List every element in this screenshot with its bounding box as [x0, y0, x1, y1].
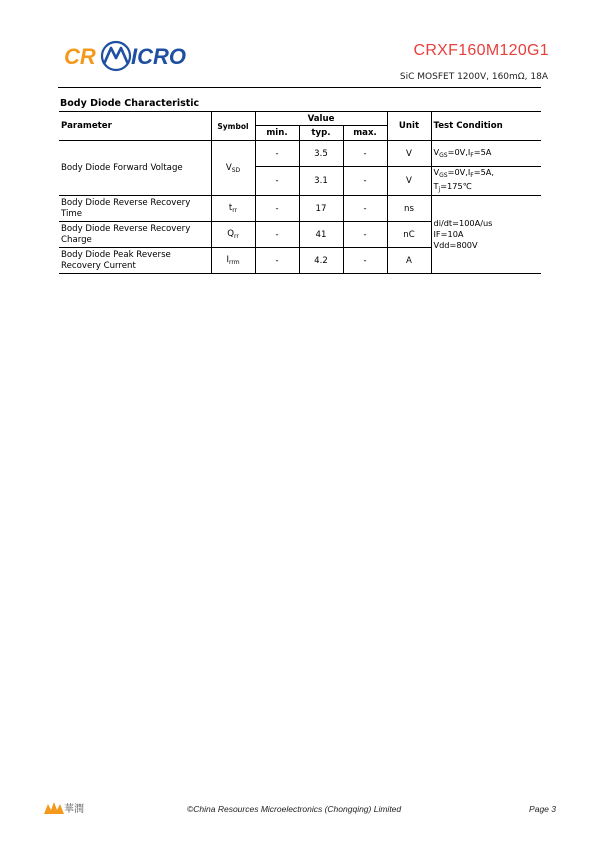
value-typ: 17 [299, 196, 343, 222]
svg-text:華潤: 華潤 [64, 804, 84, 815]
header-parameter: Parameter [59, 112, 211, 141]
shared-test-condition: di/dt=100A/us IF=10A Vdd=800V [431, 196, 541, 274]
symbol-qrr: $Q_{rr}$ [211, 222, 255, 248]
value-max: - [343, 222, 387, 248]
param-forward-voltage: Body Diode Forward Voltage [59, 141, 211, 196]
value-min: - [255, 196, 299, 222]
value-min: - [255, 222, 299, 248]
unit: ns [387, 196, 431, 222]
header-typ: typ. [299, 126, 343, 141]
value-max: - [343, 196, 387, 222]
test-condition: $V_{GS}=0V,I_F=5A$ [431, 141, 541, 167]
table-row [59, 141, 541, 167]
unit: V [387, 141, 431, 167]
header-min: min. [255, 126, 299, 141]
unit: nC [387, 222, 431, 248]
symbol-trr: $t_{rr}$ [211, 196, 255, 222]
value-min: - [255, 167, 299, 196]
device-subtitle: SiC MOSFET 1200V, 160mΩ, 18A [399, 72, 548, 82]
test-condition: $V_{GS}=0V,I_F=5A$, $T_j=175℃$ [431, 167, 541, 196]
value-max: - [343, 141, 387, 167]
header-max: max. [343, 126, 387, 141]
unit: V [387, 167, 431, 196]
page-number: Page 3 [529, 804, 556, 814]
symbol-vsd: $V_{SD}$ [211, 141, 255, 196]
value-typ: 4.2 [299, 248, 343, 274]
param-peak-reverse-recovery-current: Body Diode Peak Reverse Recovery Current [59, 248, 211, 274]
header-unit: Unit [387, 112, 431, 141]
value-max: - [343, 248, 387, 274]
svg-text:CR: CR [64, 44, 96, 69]
copyright-text: ©China Resources Microelectronics (Chongqing) Limited [187, 804, 402, 814]
part-number: CRXF160M120G1 [413, 42, 549, 59]
svg-text:ICRO: ICRO [131, 44, 186, 69]
param-reverse-recovery-time: Body Diode Reverse Recovery Time [59, 196, 211, 222]
header-value: Value [255, 112, 387, 126]
value-min: - [255, 248, 299, 274]
symbol-irrm: $I_{rrm}$ [211, 248, 255, 274]
unit: A [387, 248, 431, 274]
header-symbol: Symbol [211, 112, 255, 141]
table-row [59, 196, 541, 222]
value-min: - [255, 141, 299, 167]
table-header-row [59, 112, 541, 126]
header-divider [58, 87, 541, 88]
huarun-logo [43, 798, 85, 816]
value-max: - [343, 167, 387, 196]
value-typ: 3.5 [299, 141, 343, 167]
section-title: Body Diode Characteristic [60, 98, 200, 109]
param-reverse-recovery-charge: Body Diode Reverse Recovery Charge [59, 222, 211, 248]
crmicro-logo [64, 40, 196, 72]
body-diode-table [59, 111, 541, 274]
value-typ: 41 [299, 222, 343, 248]
header-test-condition: Test Condition [431, 112, 541, 141]
value-typ: 3.1 [299, 167, 343, 196]
